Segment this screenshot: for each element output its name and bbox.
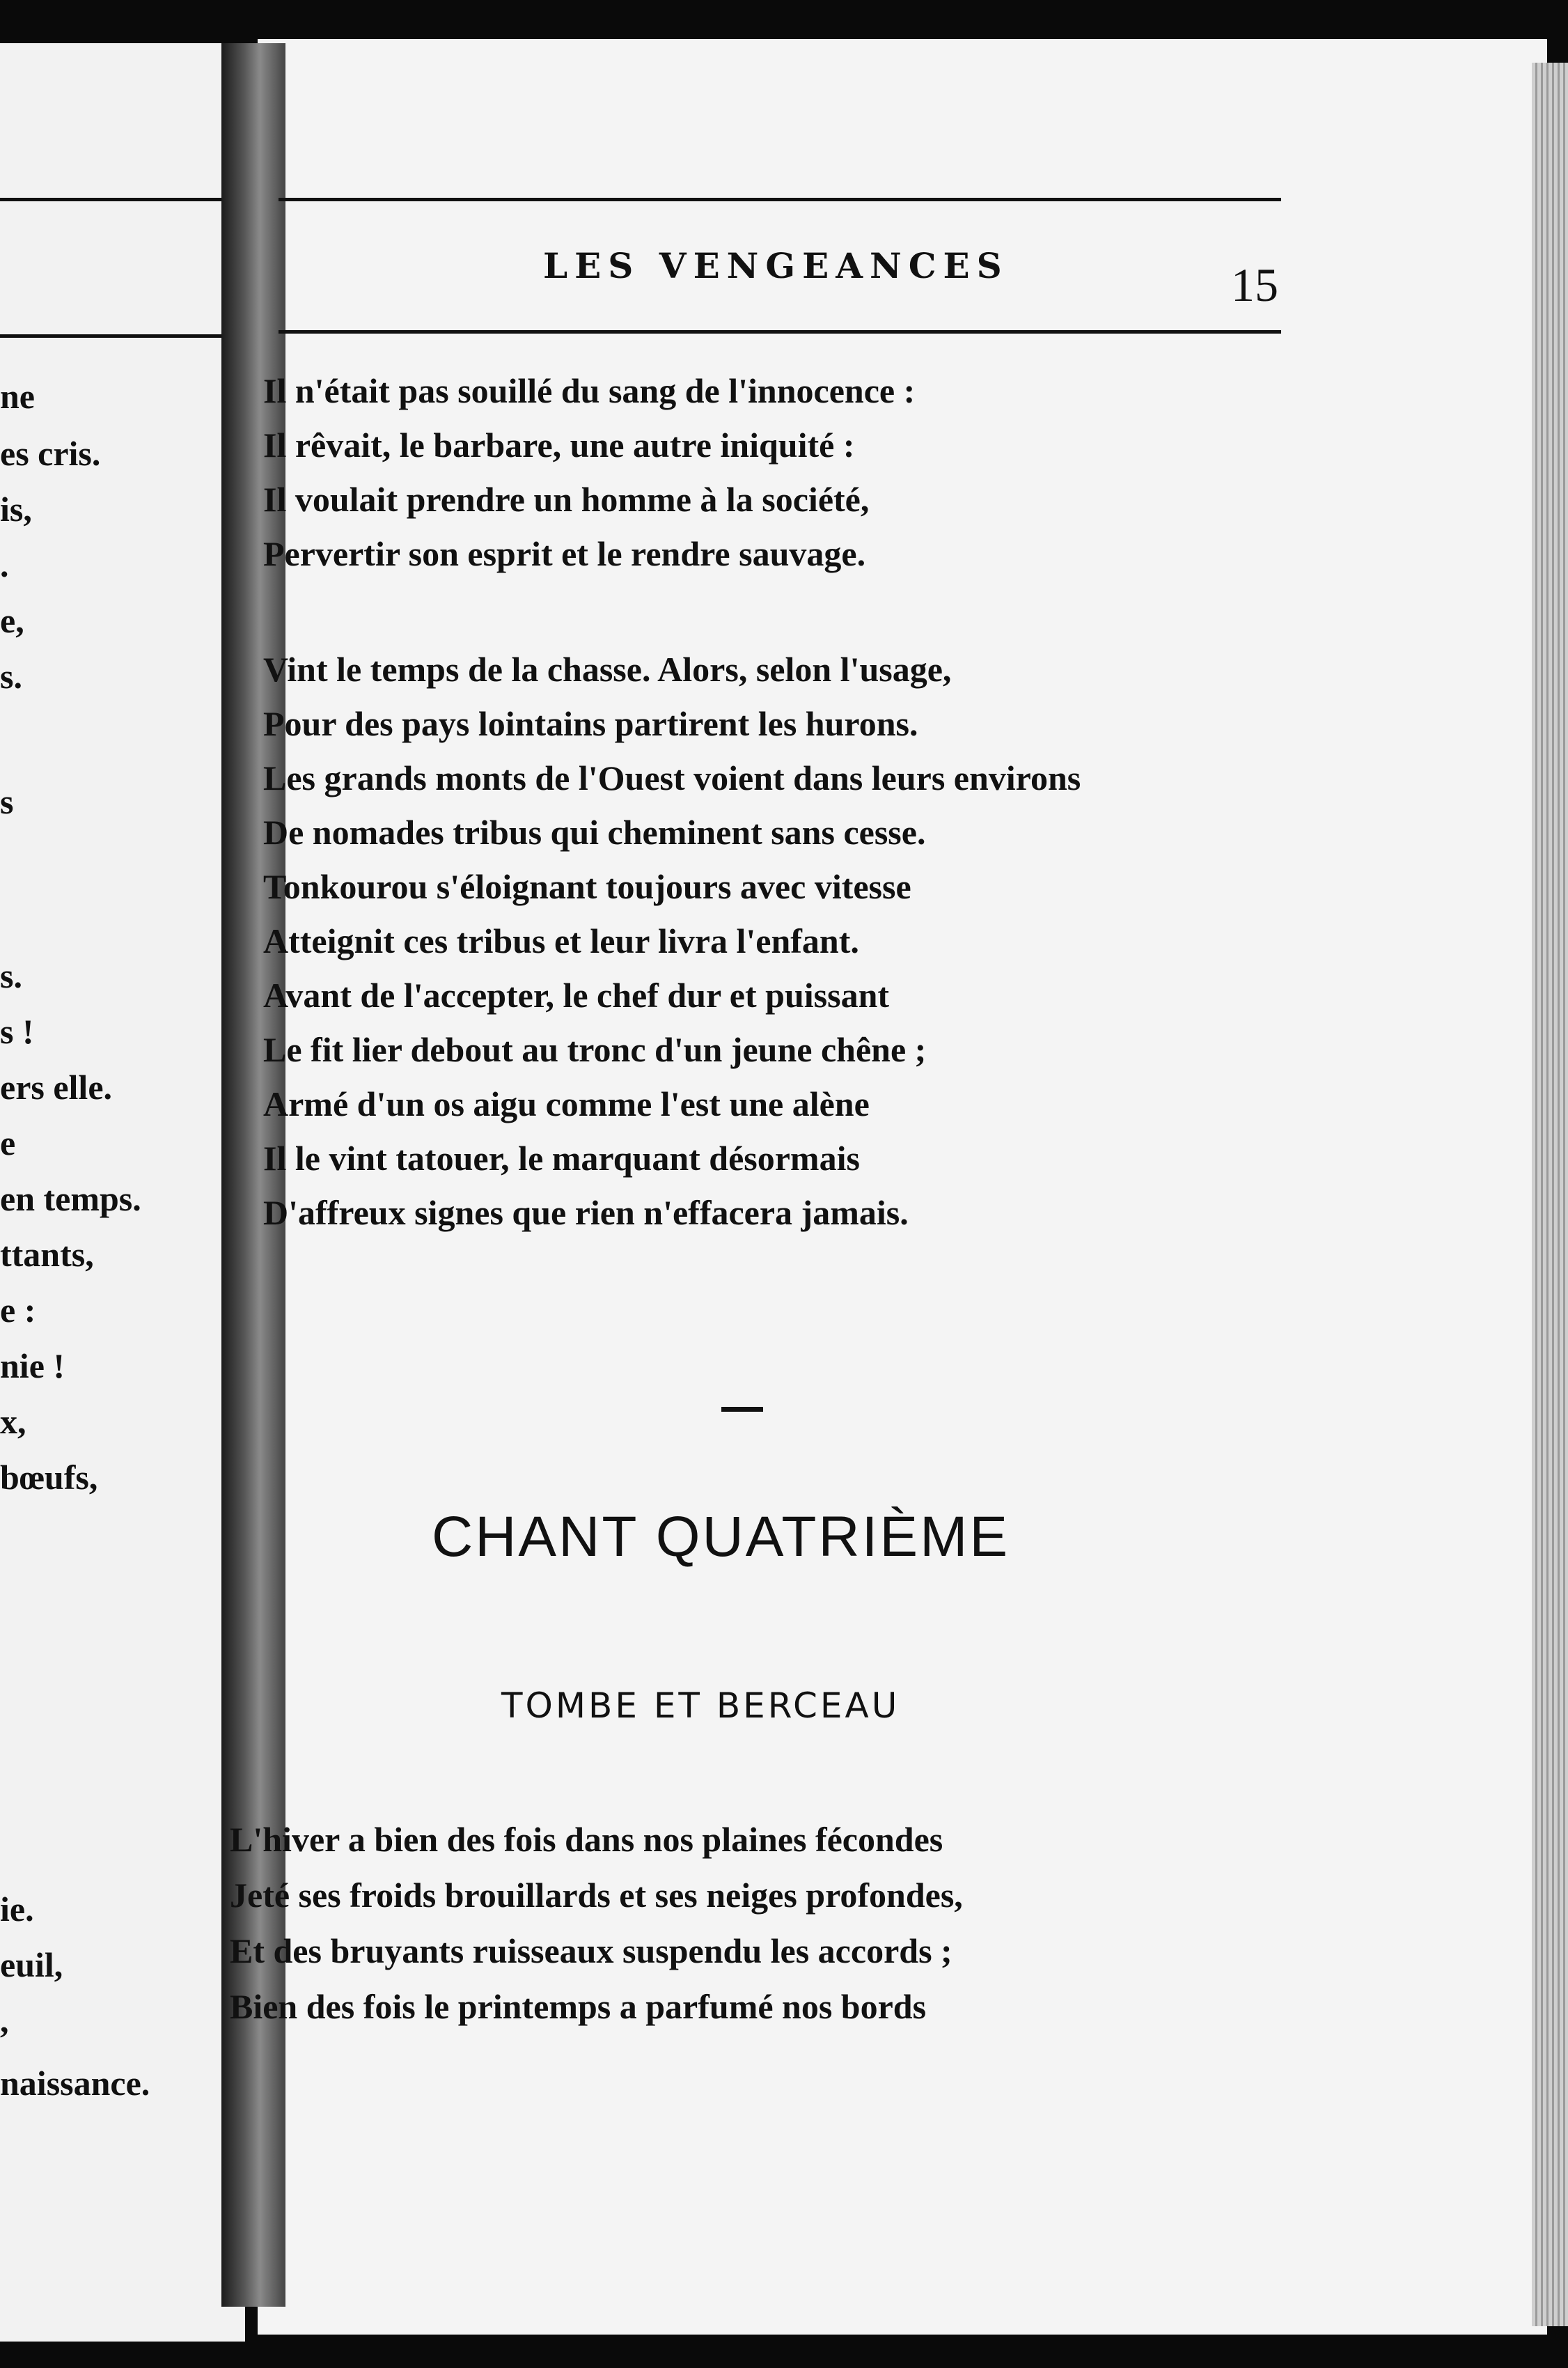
left-line: e,: [0, 601, 24, 640]
verse-line: Le fit lier debout au tronc d'un jeune chêne ;: [263, 1030, 927, 1069]
verse-line: L'hiver a bien des fois dans nos plaines fécondes: [230, 1820, 943, 1859]
header-top-rule: [279, 198, 1281, 201]
left-line: e: [0, 1123, 16, 1162]
verse-line: Armé d'un os aigu comme l'est une alène: [263, 1084, 870, 1123]
left-line: s !: [0, 1012, 34, 1051]
left-line: ,: [0, 2001, 9, 2040]
page-number: 15: [1231, 258, 1278, 311]
verse-line: Bien des fois le printemps a parfumé nos bords: [230, 1987, 927, 2026]
verse-line: Jeté ses froids brouillards et ses neiges profondes,: [230, 1876, 963, 1915]
verse-line: Il le vint tatouer, le marquant désormais: [263, 1139, 860, 1178]
left-line: es cris.: [0, 434, 101, 473]
verse-line: D'affreux signes que rien n'effacera jamais.: [263, 1193, 909, 1232]
chapter-subtitle: TOMBE ET BERCEAU: [501, 1685, 900, 1726]
left-line: nie !: [0, 1346, 65, 1385]
left-line: bœufs,: [0, 1458, 98, 1497]
left-line: ne: [0, 377, 35, 416]
verse-line: Il rêvait, le barbare, une autre iniquité :: [263, 426, 855, 465]
left-line: .: [0, 545, 9, 584]
left-line: x,: [0, 1402, 26, 1441]
chapter-title: CHANT QUATRIÈME: [432, 1505, 1010, 1568]
left-line: naissance.: [0, 2064, 150, 2103]
verse-line: Il voulait prendre un homme à la société,: [263, 480, 870, 519]
left-line: s: [0, 782, 14, 821]
verse-line: Il n'était pas souillé du sang de l'innocence :: [263, 371, 916, 410]
left-line: ie.: [0, 1890, 34, 1929]
left-line: euil,: [0, 1945, 63, 1984]
verse-line: Tonkourou s'éloignant toujours avec vitesse: [263, 867, 911, 906]
left-line: ttants,: [0, 1235, 94, 1274]
left-line: e :: [0, 1291, 36, 1330]
left-line: ers elle.: [0, 1068, 113, 1107]
running-head: LES VENGEANCES: [543, 245, 1009, 286]
left-line: en temps.: [0, 1179, 141, 1218]
verse-line: Avant de l'accepter, le chef dur et puissant: [263, 976, 890, 1015]
verse-line: Et des bruyants ruisseaux suspendu les accords ;: [230, 1931, 952, 1970]
left-line: is,: [0, 490, 32, 529]
left-page-lines: [0, 43, 245, 2342]
left-line: s.: [0, 956, 22, 995]
verse-line: Atteignit ces tribus et leur livra l'enfant.: [263, 921, 859, 960]
verse-line: Pervertir son esprit et le rendre sauvage.: [263, 534, 866, 573]
left-line: s.: [0, 657, 22, 696]
verse-line: Les grands monts de l'Ouest voient dans leurs environs: [263, 758, 1081, 797]
previous-page-fragment: [0, 43, 245, 2342]
page-edges: [1532, 63, 1568, 2326]
section-dash: [721, 1407, 763, 1412]
header-bottom-rule: [279, 330, 1281, 334]
verse-line: Vint le temps de la chasse. Alors, selon l'usage,: [263, 650, 952, 689]
verse-line: De nomades tribus qui cheminent sans cesse.: [263, 813, 926, 852]
verse-line: Pour des pays lointains partirent les hurons.: [263, 704, 918, 743]
